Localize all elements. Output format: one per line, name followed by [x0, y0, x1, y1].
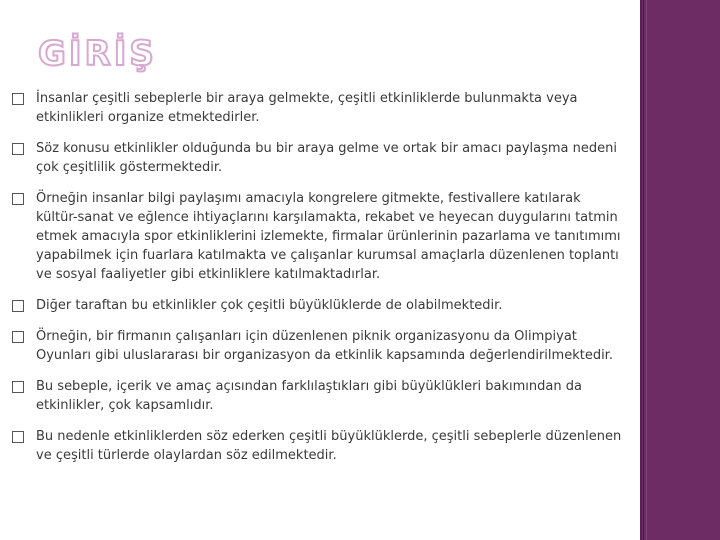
bullet-text: Bu nedenle etkinliklerden söz ederken çeşitli büyüklüklerde, çeşitli sebeplerle düzenlenen ve çeşitli türlerde olaylardan söz edilmektedir.: [36, 429, 622, 463]
slide-title: GİRİŞ: [38, 34, 157, 74]
bullet-text: Diğer taraftan bu etkinlikler çok çeşitli büyüklüklerde de olabilmektedir.: [36, 298, 503, 313]
bullet-list: [12, 89, 622, 477]
bullet-item: [12, 327, 622, 365]
bullet-item: [12, 377, 622, 415]
checkbox-bullet-icon: [12, 381, 24, 393]
bullet-item: [12, 189, 622, 284]
checkbox-bullet-icon: [12, 300, 24, 312]
bullet-text: Örneğin, bir firmanın çalışanları için düzenlenen piknik organizasyonu da Olimpiyat Oyunları gibi uluslararası bir organizasyon da etkinlik kapsamında değerlendirilmektedir.: [36, 329, 613, 363]
checkbox-bullet-icon: [12, 331, 24, 343]
bullet-item: [12, 89, 622, 127]
bullet-text: Örneğin insanlar bilgi paylaşımı amacıyla kongrelere gitmekte, festivallere katılarak kültür-sanat ve eğlence ihtiyaçlarını karşılamakta, rekabet ve heyecan duygularını tatmin etmek amacıyla spor etkinliklerini izlemekte, firmalar ürünlerinin pazarlama ve tanıtımımı yapabilmek için fuarlara katılmakta ve çalışanlar kurumsal amaçlarla düzenlenen toplantı ve sosyal faaliyetler gibi etkinliklere katılmaktadırlar.: [36, 191, 621, 282]
side-band-stripe: [640, 0, 642, 540]
checkbox-bullet-icon: [12, 93, 24, 105]
checkbox-bullet-icon: [12, 193, 24, 205]
side-band-stripe: [643, 0, 644, 540]
bullet-text: Söz konusu etkinlikler olduğunda bu bir araya gelme ve ortak bir amacı paylaşma nedeni çok çeşitlilik göstermektedir.: [36, 141, 617, 175]
checkbox-bullet-icon: [12, 431, 24, 443]
checkbox-bullet-icon: [12, 143, 24, 155]
bullet-item: [12, 139, 622, 177]
decorative-side-band: [640, 0, 720, 540]
bullet-text: Bu sebeple, içerik ve amaç açısından farklılaştıkları gibi büyüklükleri bakımından da etkinlikler, çok kapsamlıdır.: [36, 379, 582, 413]
side-band-stripe: [646, 0, 647, 540]
bullet-item: [12, 427, 622, 465]
bullet-item: [12, 296, 622, 315]
bullet-text: İnsanlar çeşitli sebeplerle bir araya gelmekte, çeşitli etkinliklerde bulunmakta veya etkinlikleri organize etmektedirler.: [36, 91, 578, 125]
